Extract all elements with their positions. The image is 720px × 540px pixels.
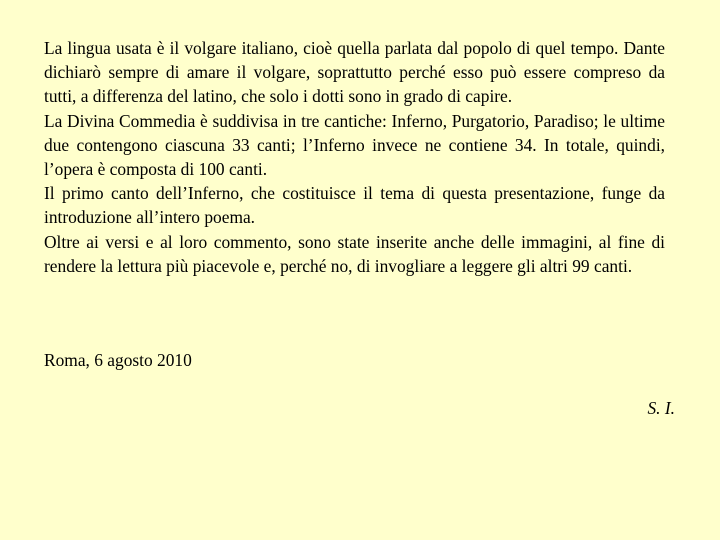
- paragraph-language: La lingua usata è il volgare italiano, cioè quella parlata dal popolo di quel tempo. Dante dichiarò sempre di amare il volgare, soprattutto perché esso può essere compreso da tutti, a differenza del latino, che solo i dotti sono in grado di capire.: [44, 38, 665, 107]
- body-text: [44, 36, 665, 278]
- paragraph-first-canto: Il primo canto dell’Inferno, che costituisce il tema di questa presentazione, funge da introduzione all’intero poema.: [44, 183, 665, 228]
- paragraph-contents: Oltre ai versi e al loro commento, sono state inserite anche delle immagini, al fine di rendere la lettura più piacevole e, perché no, di invogliare a leggere gli altri 99 canti.: [44, 231, 665, 276]
- paragraph-structure: La Divina Commedia è suddivisa in tre cantiche: Inferno, Purgatorio, Paradiso; le ultime due contengono ciascuna 33 canti; l’Inferno invece ne contiene 34. In totale, quindi, l’opera è composta di 100 canti.: [44, 110, 665, 180]
- signature: S. I.: [647, 398, 675, 418]
- date-line: Roma, 6 agosto 2010: [44, 350, 192, 370]
